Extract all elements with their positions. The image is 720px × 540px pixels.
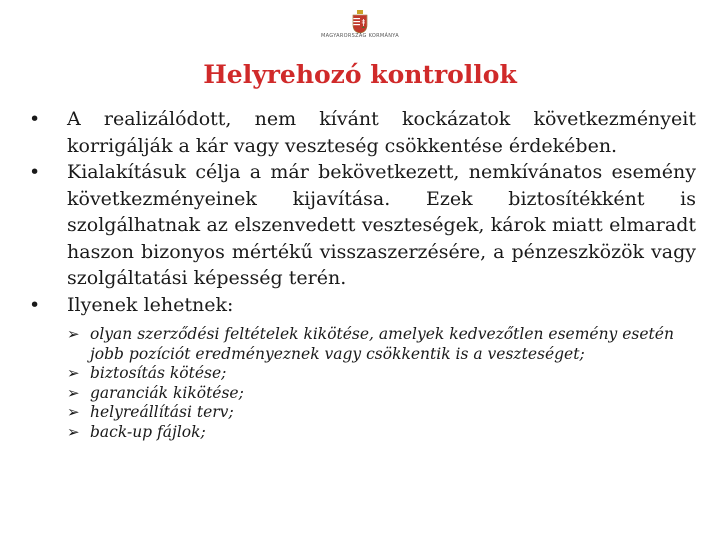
bullet-text: Ilyenek lehetnek:	[67, 293, 234, 316]
hungarian-coat-of-arms-icon	[351, 10, 369, 34]
page-title: Helyrehozó kontrollok	[203, 60, 517, 89]
sub-item-text: olyan szerződési feltételek kikötése, amelyek kedvezőtlen esemény esetén jobb pozíciót eredményeznek vagy csökkentik is a veszteséget;	[90, 325, 674, 363]
arrow-bullet-icon: ➢	[67, 403, 80, 421]
arrow-bullet-icon: ➢	[67, 325, 80, 343]
arrow-bullet-icon: ➢	[67, 364, 80, 382]
bullet-text: Kialakításuk célja a már bekövetkezett, nemkívánatos esemény következményeinek kijavítása. Ezek biztosítékként is szolgálhatnak az elszenvedett veszteségek, károk miatt elmaradt haszon bizonyos mértékű visszaszerzésére, a pénzeszközök vagy szolgáltatási képesség terén.	[67, 161, 696, 289]
bullet-text: A realizálódott, nem kívánt kockázatok következményeit korrigálják a kár vagy veszteség csökkentése érdekében.	[67, 108, 696, 157]
bullet-item	[24, 292, 696, 443]
sub-item-text: back-up fájlok;	[90, 422, 206, 441]
sub-bullet-list	[67, 325, 696, 442]
sub-item-text: garanciák kikötése;	[90, 383, 244, 402]
sub-list-item	[67, 364, 696, 384]
crest-caption: MAGYARORSZÁG KORMÁNYA	[321, 33, 399, 39]
arrow-bullet-icon: ➢	[67, 383, 80, 402]
sub-item-text: helyreállítási terv;	[90, 403, 234, 421]
bullet-dot-icon: •	[29, 108, 41, 130]
arrow-bullet-icon: ➢	[67, 422, 80, 441]
sub-item-text: biztosítás kötése;	[90, 364, 227, 382]
bullet-item	[24, 106, 696, 159]
sub-list-item	[67, 423, 696, 443]
bullet-item	[24, 159, 696, 292]
sub-list-item	[67, 384, 696, 404]
bullet-dot-icon: •	[29, 161, 41, 183]
sub-list-item	[67, 403, 696, 423]
sub-list-item	[67, 325, 696, 364]
bullet-list	[24, 106, 696, 442]
bullet-dot-icon: •	[29, 293, 41, 316]
